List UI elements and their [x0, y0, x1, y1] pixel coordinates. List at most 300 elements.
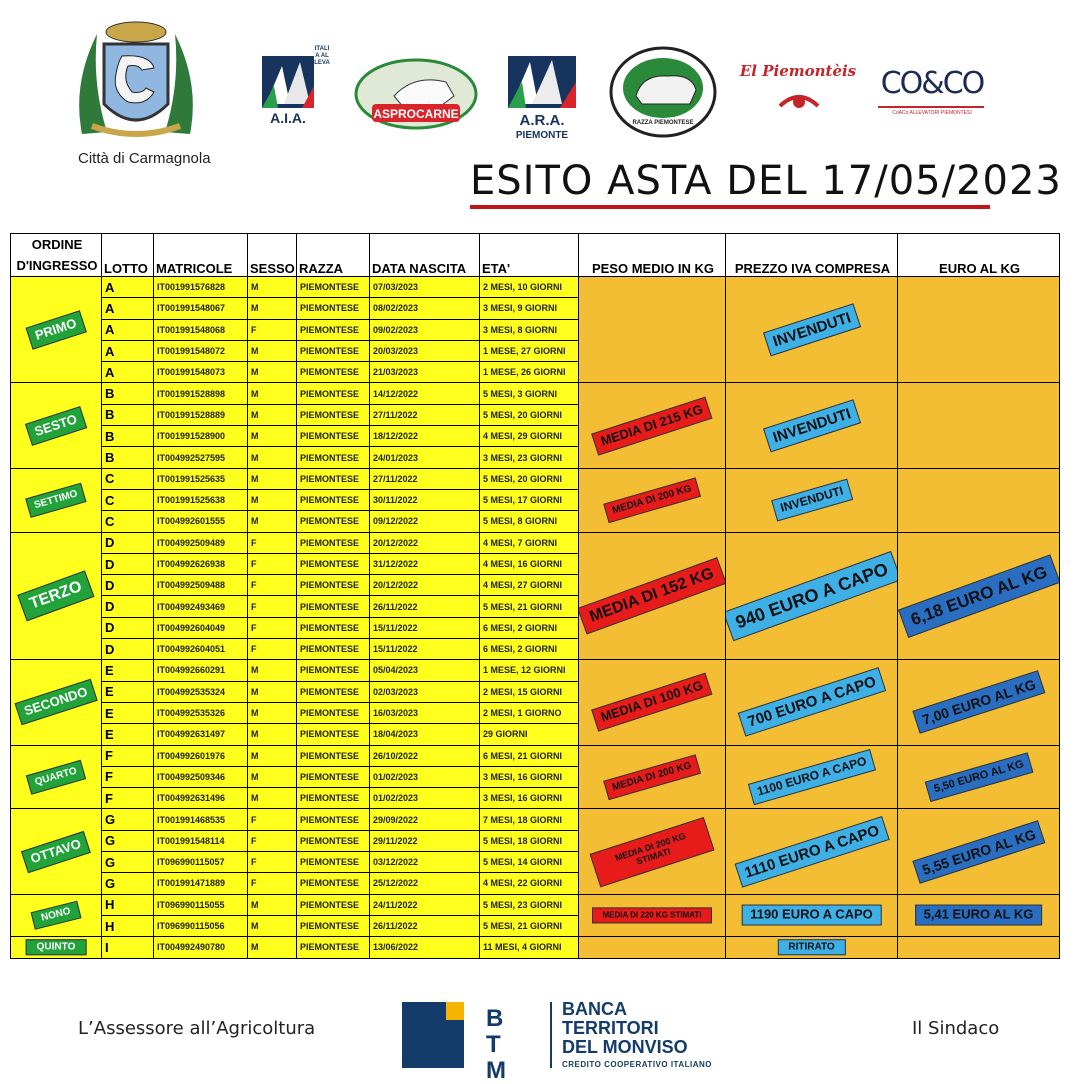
- eta-cell: 3 MESI, 16 GIORNI: [480, 766, 579, 787]
- data-nascita-cell: 13/06/2022: [370, 937, 480, 958]
- page-title: ESITO ASTA DEL 17/05/2023: [470, 158, 1062, 204]
- order-cell: [11, 745, 102, 809]
- matricola-cell: IT001991468535: [154, 809, 248, 830]
- matricola-cell: IT001991576828: [154, 277, 248, 298]
- eta-cell: 5 MESI, 21 GIORNI: [480, 915, 579, 936]
- euro-badge: 7,00 EURO AL KG: [912, 671, 1045, 735]
- sesso-cell: M: [248, 915, 297, 936]
- razza-cell: PIEMONTESE: [297, 489, 370, 510]
- sesso-cell: F: [248, 873, 297, 894]
- matricola-cell: IT004992509489: [154, 532, 248, 553]
- razza-cell: PIEMONTESE: [297, 447, 370, 468]
- sesso-cell: M: [248, 788, 297, 809]
- table-row: [11, 383, 1060, 404]
- order-badge: QUARTO: [26, 760, 86, 794]
- data-nascita-cell: 03/12/2022: [370, 852, 480, 873]
- eta-cell: 1 MESE, 12 GIORNI: [480, 660, 579, 681]
- order-cell: [11, 894, 102, 937]
- data-nascita-cell: 20/12/2022: [370, 532, 480, 553]
- lotto-cell: F: [102, 788, 154, 809]
- lotto-cell: B: [102, 383, 154, 404]
- lotto-cell: H: [102, 894, 154, 915]
- lotto-cell: A: [102, 277, 154, 298]
- razza-cell: PIEMONTESE: [297, 383, 370, 404]
- sesso-cell: M: [248, 404, 297, 425]
- el-piemonteis-logo: [728, 62, 868, 122]
- order-badge: QUINTO: [26, 940, 87, 956]
- sesso-cell: F: [248, 319, 297, 340]
- razza-cell: PIEMONTESE: [297, 362, 370, 383]
- eta-cell: 3 MESI, 9 GIORNI: [480, 298, 579, 319]
- sesso-cell: M: [248, 894, 297, 915]
- peso-cell: [579, 937, 726, 958]
- peso-badge: MEDIA DI 200 KG: [603, 478, 701, 523]
- bank-divider: [550, 1002, 552, 1068]
- lotto-cell: E: [102, 724, 154, 745]
- razza-cell: PIEMONTESE: [297, 340, 370, 361]
- data-nascita-cell: 30/11/2022: [370, 489, 480, 510]
- sesso-cell: M: [248, 426, 297, 447]
- data-nascita-cell: 24/11/2022: [370, 894, 480, 915]
- lotto-cell: E: [102, 702, 154, 723]
- sesso-cell: M: [248, 298, 297, 319]
- euro-badge: 5,55 EURO AL KG: [912, 820, 1045, 884]
- matricola-cell: IT001991471889: [154, 873, 248, 894]
- title-underline: [470, 205, 990, 209]
- data-nascita-cell: 29/11/2022: [370, 830, 480, 851]
- matricola-cell: IT001991528898: [154, 383, 248, 404]
- peso-badge: MEDIA DI 152 KG: [579, 557, 726, 635]
- prezzo-badge: INVENDUTI: [771, 479, 853, 522]
- lotto-cell: A: [102, 319, 154, 340]
- razza-cell: PIEMONTESE: [297, 809, 370, 830]
- prezzo-cell: [726, 809, 898, 894]
- data-nascita-cell: 24/01/2023: [370, 447, 480, 468]
- eta-cell: 5 MESI, 3 GIORNI: [480, 383, 579, 404]
- data-nascita-cell: 08/02/2023: [370, 298, 480, 319]
- peso-cell: [579, 277, 726, 383]
- order-badge: NONO: [31, 901, 82, 930]
- lotto-cell: G: [102, 873, 154, 894]
- matricola-cell: IT004992527595: [154, 447, 248, 468]
- prezzo-badge: RITIRATO: [777, 940, 845, 956]
- razza-cell: PIEMONTESE: [297, 660, 370, 681]
- prezzo-badge: 1100 EURO A CAPO: [747, 749, 875, 805]
- data-nascita-cell: 15/11/2022: [370, 639, 480, 660]
- eta-cell: 4 MESI, 27 GIORNI: [480, 575, 579, 596]
- razza-cell: PIEMONTESE: [297, 277, 370, 298]
- lotto-cell: D: [102, 596, 154, 617]
- eta-cell: 4 MESI, 29 GIORNI: [480, 426, 579, 447]
- razza-cell: PIEMONTESE: [297, 681, 370, 702]
- matricola-cell: IT004992631496: [154, 788, 248, 809]
- euro-cell: [898, 660, 1060, 745]
- sesso-cell: M: [248, 362, 297, 383]
- razza-cell: PIEMONTESE: [297, 596, 370, 617]
- prezzo-cell: [726, 894, 898, 937]
- lotto-cell: A: [102, 340, 154, 361]
- aia-logo-text: A.I.A.: [270, 110, 306, 126]
- lotto-cell: C: [102, 489, 154, 510]
- city-crest: [62, 14, 210, 144]
- matricola-cell: IT004992601976: [154, 745, 248, 766]
- data-nascita-cell: 14/12/2022: [370, 383, 480, 404]
- sesso-cell: F: [248, 532, 297, 553]
- asprocarne-logo: [354, 56, 478, 130]
- table-row: [11, 468, 1060, 489]
- razza-cell: PIEMONTESE: [297, 639, 370, 660]
- city-caption: Città di Carmagnola: [78, 150, 211, 167]
- data-nascita-cell: 07/03/2023: [370, 277, 480, 298]
- aia-logo: [262, 46, 332, 132]
- euro-cell: [898, 468, 1060, 532]
- razza-cell: PIEMONTESE: [297, 830, 370, 851]
- sesso-cell: F: [248, 596, 297, 617]
- prezzo-cell: [726, 660, 898, 745]
- order-badge: TERZO: [17, 570, 95, 621]
- bank-sub: CREDITO COOPERATIVO ITALIANO: [562, 1060, 713, 1069]
- data-nascita-cell: 09/02/2023: [370, 319, 480, 340]
- lotto-cell: B: [102, 404, 154, 425]
- matricola-cell: IT001991528889: [154, 404, 248, 425]
- razza-cell: PIEMONTESE: [297, 532, 370, 553]
- prezzo-badge: INVENDUTI: [762, 303, 860, 356]
- el-piemonteis-text: El Piemontèis: [739, 62, 857, 80]
- order-badge: SECONDO: [15, 679, 98, 725]
- matricola-cell: IT004992493469: [154, 596, 248, 617]
- sesso-cell: M: [248, 745, 297, 766]
- sesso-cell: M: [248, 447, 297, 468]
- data-nascita-cell: 21/03/2023: [370, 362, 480, 383]
- peso-badge: MEDIA DI 100 KG: [591, 673, 713, 732]
- peso-cell: [579, 745, 726, 809]
- footer-assessore: L’Assessore all’Agricoltura: [78, 1018, 316, 1039]
- eta-cell: 3 MESI, 23 GIORNI: [480, 447, 579, 468]
- sesso-cell: F: [248, 809, 297, 830]
- peso-badge: MEDIA DI 200 KG: [603, 754, 701, 799]
- sesso-cell: F: [248, 852, 297, 873]
- order-cell: [11, 277, 102, 383]
- euro-cell: [898, 894, 1060, 937]
- table-row: [11, 937, 1060, 958]
- eta-cell: 3 MESI, 8 GIORNI: [480, 319, 579, 340]
- sesso-cell: M: [248, 489, 297, 510]
- matricola-cell: IT004992604051: [154, 639, 248, 660]
- sesso-cell: F: [248, 617, 297, 638]
- matricola-cell: IT001991548073: [154, 362, 248, 383]
- prezzo-cell: [726, 468, 898, 532]
- razza-cell: PIEMONTESE: [297, 575, 370, 596]
- prezzo-cell: [726, 937, 898, 958]
- col-sesso: SESSO: [248, 234, 297, 277]
- lotto-cell: I: [102, 937, 154, 958]
- lotto-cell: E: [102, 660, 154, 681]
- matricola-cell: IT096990115056: [154, 915, 248, 936]
- razza-cell: PIEMONTESE: [297, 426, 370, 447]
- data-nascita-cell: 27/11/2022: [370, 468, 480, 489]
- sesso-cell: F: [248, 830, 297, 851]
- eta-cell: 5 MESI, 21 GIORNI: [480, 596, 579, 617]
- matricola-cell: IT004992626938: [154, 553, 248, 574]
- data-nascita-cell: 20/12/2022: [370, 575, 480, 596]
- razza-cell: PIEMONTESE: [297, 404, 370, 425]
- table-row: [11, 745, 1060, 766]
- order-badge: SETTIMO: [25, 483, 87, 518]
- euro-cell: [898, 809, 1060, 894]
- razza-logo-text: RAZZA PIEMONTESE: [632, 120, 694, 126]
- order-badge: SESTO: [25, 406, 87, 446]
- col-euro-kg: EURO AL KG: [898, 234, 1060, 277]
- razza-cell: PIEMONTESE: [297, 788, 370, 809]
- table-row: [11, 532, 1060, 553]
- matricola-cell: IT004992535324: [154, 681, 248, 702]
- matricola-cell: IT001991548067: [154, 298, 248, 319]
- lotto-cell: E: [102, 681, 154, 702]
- prezzo-cell: [726, 277, 898, 383]
- data-nascita-cell: 27/11/2022: [370, 404, 480, 425]
- table-row: [11, 809, 1060, 830]
- ara-logo-text: A.R.A.: [519, 112, 565, 129]
- sesso-cell: M: [248, 340, 297, 361]
- matricola-cell: IT001991548072: [154, 340, 248, 361]
- razza-cell: PIEMONTESE: [297, 766, 370, 787]
- coalvi-logo: [872, 66, 992, 128]
- razza-cell: PIEMONTESE: [297, 617, 370, 638]
- matricola-cell: IT096990115055: [154, 894, 248, 915]
- lotto-cell: D: [102, 532, 154, 553]
- matricola-cell: IT001991548114: [154, 830, 248, 851]
- eta-cell: 5 MESI, 20 GIORNI: [480, 404, 579, 425]
- sesso-cell: M: [248, 660, 297, 681]
- coalvi-sub: CoACo ALLEVATORI PIEMONTESI: [892, 110, 972, 116]
- ara-logo-sub: PIEMONTE: [515, 130, 569, 141]
- lotto-cell: H: [102, 915, 154, 936]
- data-nascita-cell: 20/03/2023: [370, 340, 480, 361]
- prezzo-cell: [726, 383, 898, 468]
- eta-cell: 5 MESI, 8 GIORNI: [480, 511, 579, 532]
- lotto-cell: G: [102, 852, 154, 873]
- euro-badge: 6,18 EURO AL KG: [898, 554, 1060, 637]
- razza-cell: PIEMONTESE: [297, 937, 370, 958]
- order-cell: [11, 660, 102, 745]
- col-prezzo: PREZZO IVA COMPRESA: [726, 234, 898, 277]
- eta-cell: 6 MESI, 2 GIORNI: [480, 617, 579, 638]
- eta-cell: 5 MESI, 17 GIORNI: [480, 489, 579, 510]
- euro-badge: 5,41 EURO AL KG: [915, 905, 1043, 926]
- matricola-cell: IT001991528900: [154, 426, 248, 447]
- peso-cell: [579, 468, 726, 532]
- sesso-cell: F: [248, 639, 297, 660]
- euro-badge: 5,50 EURO AL KG: [924, 752, 1032, 801]
- euro-cell: [898, 937, 1060, 958]
- matricola-cell: IT001991525635: [154, 468, 248, 489]
- razza-cell: PIEMONTESE: [297, 724, 370, 745]
- col-eta: ETA': [480, 234, 579, 277]
- lotto-cell: A: [102, 362, 154, 383]
- sesso-cell: M: [248, 468, 297, 489]
- data-nascita-cell: 01/02/2023: [370, 788, 480, 809]
- bank-square-accent: [446, 1002, 464, 1020]
- order-cell: [11, 532, 102, 660]
- razza-cell: PIEMONTESE: [297, 852, 370, 873]
- matricola-cell: IT004992604049: [154, 617, 248, 638]
- col-ordine: ORDINE D'INGRESSO: [11, 234, 102, 277]
- eta-cell: 4 MESI, 22 GIORNI: [480, 873, 579, 894]
- order-badge: OTTAVO: [21, 830, 91, 872]
- razza-cell: PIEMONTESE: [297, 915, 370, 936]
- data-nascita-cell: 15/11/2022: [370, 617, 480, 638]
- eta-cell: 4 MESI, 16 GIORNI: [480, 553, 579, 574]
- peso-badge: MEDIA DI 220 KG STIMATI: [592, 908, 712, 923]
- eta-cell: 29 GIORNI: [480, 724, 579, 745]
- eta-cell: 2 MESI, 15 GIORNI: [480, 681, 579, 702]
- col-matricole: MATRICOLE: [154, 234, 248, 277]
- order-cell: [11, 383, 102, 468]
- coalvi-mark: CO&CO: [880, 66, 984, 101]
- sesso-cell: M: [248, 277, 297, 298]
- razza-cell: PIEMONTESE: [297, 298, 370, 319]
- razza-cell: PIEMONTESE: [297, 511, 370, 532]
- data-nascita-cell: 09/12/2022: [370, 511, 480, 532]
- matricola-cell: IT004992490780: [154, 937, 248, 958]
- euro-cell: [898, 745, 1060, 809]
- eta-cell: 1 MESE, 26 GIORNI: [480, 362, 579, 383]
- razza-cell: PIEMONTESE: [297, 745, 370, 766]
- footer-sindaco: Il Sindaco: [912, 1018, 1000, 1039]
- razza-cell: PIEMONTESE: [297, 702, 370, 723]
- ara-logo: [504, 42, 580, 144]
- lotto-cell: C: [102, 511, 154, 532]
- sesso-cell: M: [248, 383, 297, 404]
- peso-cell: [579, 809, 726, 894]
- lotto-cell: D: [102, 617, 154, 638]
- sesso-cell: M: [248, 766, 297, 787]
- table-row: [11, 660, 1060, 681]
- data-nascita-cell: 18/12/2022: [370, 426, 480, 447]
- matricola-cell: IT004992535326: [154, 702, 248, 723]
- matricola-cell: IT004992631497: [154, 724, 248, 745]
- aia-logo-sub: ITALIA ALLEVA: [314, 46, 330, 66]
- sesso-cell: M: [248, 937, 297, 958]
- peso-cell: [579, 894, 726, 937]
- data-nascita-cell: 18/04/2023: [370, 724, 480, 745]
- eta-cell: 3 MESI, 16 GIORNI: [480, 788, 579, 809]
- data-nascita-cell: 02/03/2023: [370, 681, 480, 702]
- lotto-cell: D: [102, 553, 154, 574]
- peso-cell: [579, 532, 726, 660]
- prezzo-badge: 700 EURO A CAPO: [737, 668, 885, 738]
- eta-cell: 2 MESI, 10 GIORNI: [480, 277, 579, 298]
- lotto-cell: D: [102, 639, 154, 660]
- peso-badge: MEDIA DI 200 KG STIMATI: [590, 816, 715, 886]
- bank-logo: [402, 996, 552, 1084]
- col-lotto: LOTTO: [102, 234, 154, 277]
- lotto-cell: B: [102, 426, 154, 447]
- lotto-cell: C: [102, 468, 154, 489]
- col-peso: PESO MEDIO IN KG: [579, 234, 726, 277]
- matricola-cell: IT004992660291: [154, 660, 248, 681]
- matricola-cell: IT001991525638: [154, 489, 248, 510]
- prezzo-badge: 940 EURO A CAPO: [726, 551, 898, 641]
- sesso-cell: M: [248, 724, 297, 745]
- peso-cell: [579, 383, 726, 468]
- col-razza: RAZZA: [297, 234, 370, 277]
- eta-cell: 11 MESI, 4 GIORNI: [480, 937, 579, 958]
- matricola-cell: IT001991548068: [154, 319, 248, 340]
- data-nascita-cell: 05/04/2023: [370, 660, 480, 681]
- eta-cell: 6 MESI, 2 GIORNI: [480, 639, 579, 660]
- lotto-cell: A: [102, 298, 154, 319]
- sesso-cell: F: [248, 575, 297, 596]
- lotto-cell: G: [102, 830, 154, 851]
- peso-badge: MEDIA DI 215 KG: [591, 396, 713, 455]
- euro-cell: [898, 383, 1060, 468]
- euro-cell: [898, 532, 1060, 660]
- eta-cell: 5 MESI, 23 GIORNI: [480, 894, 579, 915]
- bank-name: [562, 1000, 688, 1057]
- sesso-cell: M: [248, 511, 297, 532]
- order-cell: [11, 937, 102, 958]
- razza-cell: PIEMONTESE: [297, 553, 370, 574]
- data-nascita-cell: 26/11/2022: [370, 915, 480, 936]
- matricola-cell: IT004992509346: [154, 766, 248, 787]
- eta-cell: 5 MESI, 18 GIORNI: [480, 830, 579, 851]
- prezzo-badge: 1190 EURO A CAPO: [741, 905, 882, 926]
- data-nascita-cell: 26/11/2022: [370, 596, 480, 617]
- eta-cell: 7 MESI, 18 GIORNI: [480, 809, 579, 830]
- bank-mark: BTM: [486, 1005, 506, 1084]
- eta-cell: 5 MESI, 20 GIORNI: [480, 468, 579, 489]
- lotto-cell: D: [102, 575, 154, 596]
- razza-cell: PIEMONTESE: [297, 468, 370, 489]
- order-cell: [11, 809, 102, 894]
- data-nascita-cell: 26/10/2022: [370, 745, 480, 766]
- lotto-cell: F: [102, 766, 154, 787]
- razza-piemontese-logo: [608, 44, 718, 140]
- bank-line-2: TERRITORI: [562, 1018, 659, 1038]
- sesso-cell: M: [248, 681, 297, 702]
- bank-line-1: BANCA: [562, 999, 627, 1019]
- eta-cell: 5 MESI, 14 GIORNI: [480, 852, 579, 873]
- peso-cell: [579, 660, 726, 745]
- eta-cell: 4 MESI, 7 GIORNI: [480, 532, 579, 553]
- sesso-cell: M: [248, 702, 297, 723]
- sesso-cell: F: [248, 553, 297, 574]
- matricola-cell: IT004992601555: [154, 511, 248, 532]
- lotto-cell: F: [102, 745, 154, 766]
- table-row: [11, 894, 1060, 915]
- prezzo-badge: INVENDUTI: [762, 399, 860, 452]
- matricola-cell: IT004992509488: [154, 575, 248, 596]
- data-nascita-cell: 25/12/2022: [370, 873, 480, 894]
- eta-cell: 2 MESI, 1 GIORNO: [480, 702, 579, 723]
- prezzo-badge: 1110 EURO A CAPO: [734, 816, 889, 888]
- data-nascita-cell: 16/03/2023: [370, 702, 480, 723]
- auction-table: [10, 233, 1060, 959]
- prezzo-cell: [726, 745, 898, 809]
- euro-cell: [898, 277, 1060, 383]
- eta-cell: 6 MESI, 21 GIORNI: [480, 745, 579, 766]
- order-cell: [11, 468, 102, 532]
- order-badge: PRIMO: [26, 310, 87, 349]
- data-nascita-cell: 29/09/2022: [370, 809, 480, 830]
- table-row: [11, 277, 1060, 298]
- coalvi-underline: [878, 106, 984, 108]
- header-row: [11, 234, 1060, 277]
- col-data-nascita: DATA NASCITA: [370, 234, 480, 277]
- asprocarne-logo-text: ASPROCARNE: [373, 107, 459, 121]
- data-nascita-cell: 31/12/2022: [370, 553, 480, 574]
